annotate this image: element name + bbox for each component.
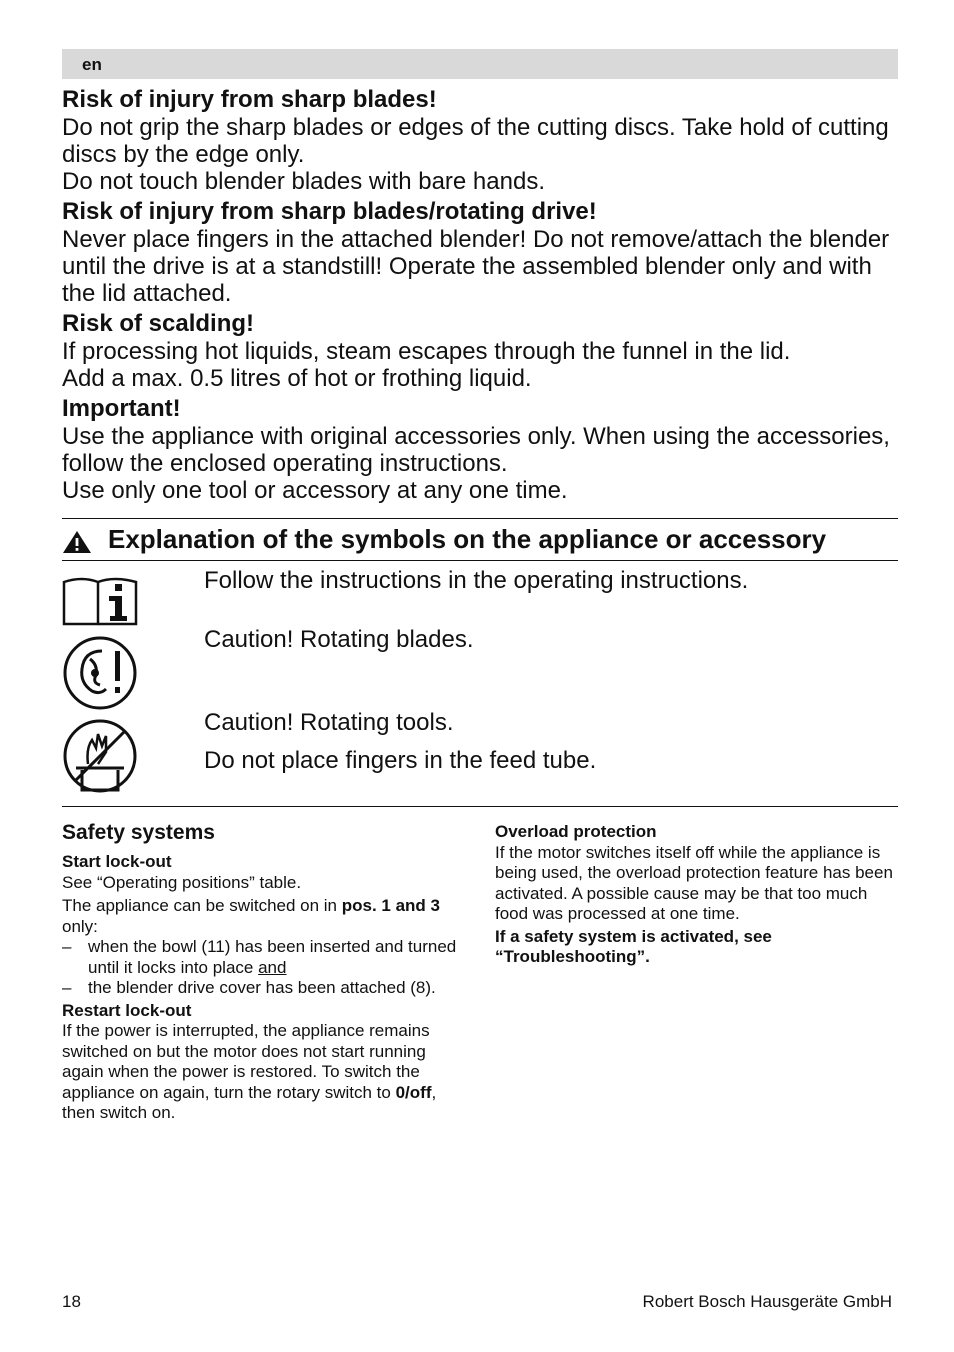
- blades-symbol-text: Caution! Rotating blades.: [204, 626, 474, 653]
- warning-triangle-icon: [62, 530, 92, 554]
- start-lockout-list: [62, 937, 462, 999]
- divider: [62, 806, 898, 807]
- warning-important: [62, 395, 898, 504]
- restart-text-end: , then switch on.: [62, 1082, 437, 1122]
- start-lockout-title: Start lock-out: [62, 852, 172, 871]
- start-lockout-see: See “Operating positions” table.: [62, 872, 302, 892]
- warning-scalding: [62, 310, 898, 392]
- intro-text-end: only:: [62, 916, 98, 936]
- start-lockout-intro: [62, 896, 462, 937]
- list-item-text: when the bowl (11) has been inserted and turned until it locks into place: [88, 937, 457, 977]
- warning-title: Risk of injury from sharp blades!: [62, 86, 437, 113]
- overload-protection-text: If the motor switches itself off while the appliance is being used, the overload protection feature has been activated. A possible cause may be that too much food was processed at one time.: [495, 842, 893, 923]
- warning-sharp-blades: [62, 86, 898, 195]
- tools-symbol-text: Caution! Rotating tools.: [204, 709, 454, 736]
- safety-right-column: [495, 822, 898, 968]
- warning-title: Risk of scalding!: [62, 310, 255, 337]
- warning-rotating-drive: [62, 198, 898, 307]
- language-bar: [62, 49, 898, 79]
- book-info-icon: [62, 574, 138, 626]
- overload-protection-note: If a safety system is activated, see “Troubleshooting”.: [495, 926, 772, 966]
- warning-text: Do not grip the sharp blades or edges of the cutting discs. Take hold of cutting discs by the edge only.: [62, 114, 889, 168]
- warning-text: Never place fingers in the attached blender! Do not remove/attach the blender until the drive is at a standstill! Operate the assembled blender only and with the lid attached.: [62, 226, 890, 307]
- language-label: en: [82, 55, 102, 74]
- page-number: 18: [62, 1292, 81, 1311]
- warning-text: Use the appliance with original accessories only. When using the accessories, follow the enclosed operating instructions.: [62, 423, 890, 477]
- warning-text: Do not touch blender blades with bare hands.: [62, 168, 545, 195]
- divider: [62, 560, 898, 561]
- company-name: Robert Bosch Hausgeräte GmbH: [642, 1292, 892, 1311]
- restart-lockout-title: Restart lock-out: [62, 1000, 192, 1020]
- warning-title: Important!: [62, 395, 181, 422]
- intro-positions: pos. 1 and 3: [341, 896, 440, 915]
- warning-text: Add a max. 0.5 litres of hot or frothing liquid.: [62, 365, 532, 392]
- safety-left-column: [62, 820, 462, 1124]
- warning-text: If processing hot liquids, steam escapes through the funnel in the lid.: [62, 338, 791, 365]
- symbols-heading-text: Explanation of the symbols on the appliance or accessory: [108, 524, 827, 554]
- warning-title: Risk of injury from sharp blades/rotating drive!: [62, 198, 597, 225]
- list-item: [62, 978, 462, 999]
- warnings-section: [62, 86, 898, 507]
- overload-protection-title: Overload protection: [495, 822, 657, 841]
- warning-text: Use only one tool or accessory at any one time.: [62, 477, 568, 504]
- restart-text: If the power is interrupted, the appliance remains switched on but the motor does not start running again when the power is restored. To switch the appliance on again, turn the rotary switch to: [62, 1021, 430, 1102]
- list-item-emphasis: and: [258, 957, 287, 977]
- symbols-heading: [62, 524, 898, 558]
- list-dash: –: [62, 978, 72, 997]
- info-symbol-text: Follow the instructions in the operating instructions.: [204, 567, 749, 594]
- safety-heading: Safety systems: [62, 821, 215, 844]
- list-dash: –: [62, 937, 72, 956]
- list-item-text: the blender drive cover has been attached (8).: [88, 978, 436, 997]
- intro-text: The appliance can be switched on in: [62, 896, 342, 915]
- restart-lockout-text: [62, 1021, 462, 1124]
- no-fingers-feed-tube-icon: [62, 718, 138, 794]
- list-item: [62, 937, 462, 978]
- restart-switch-position: 0/off: [395, 1082, 432, 1102]
- rotating-blades-caution-icon: [62, 635, 138, 711]
- divider: [62, 518, 898, 519]
- feed-tube-symbol-text: Do not place fingers in the feed tube.: [204, 747, 597, 774]
